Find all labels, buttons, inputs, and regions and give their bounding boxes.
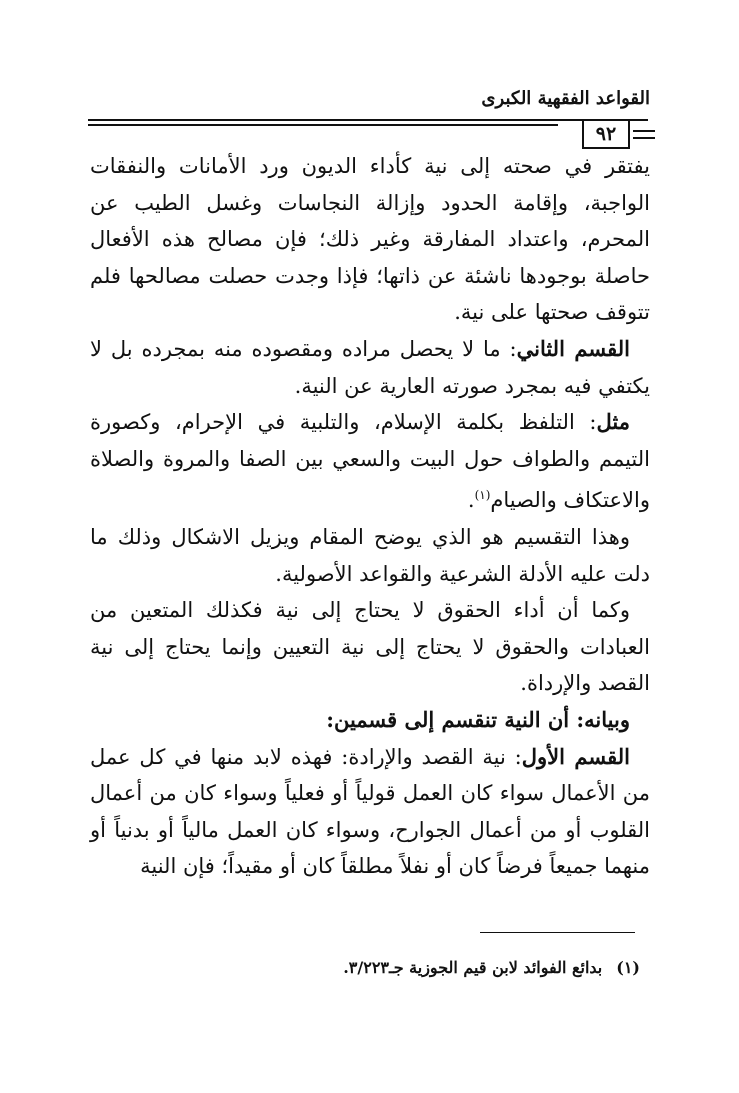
paragraph-5: وكما أن أداء الحقوق لا يحتاج إلى نية فكذلك المتعين من العبادات والحقوق لا يحتاج إلى نية التعيين وإنما يحتاج إلى نية القصد والإرداة.	[90, 598, 650, 696]
paragraph-6: وبيانه: أن النية تنقسم إلى قسمين:	[326, 706, 630, 732]
section-heading-second: القسم الثاني	[516, 335, 630, 361]
running-title: القواعد الفقهية الكبرى	[481, 88, 650, 109]
paragraph-4: وهذا التقسيم هو الذي يوضح المقام ويزيل الاشكال وذلك ما دلت عليه الأدلة الشرعية والقواعد الأصولية.	[90, 524, 650, 586]
header-rule	[88, 119, 648, 121]
page-number: ٩٢	[582, 119, 630, 149]
page-number-dash	[633, 130, 655, 139]
main-text	[90, 148, 650, 885]
footnote-number: (١)	[616, 958, 640, 977]
example-label: مثل	[596, 409, 630, 435]
header-rule-lower	[88, 124, 558, 126]
paragraph-3-text: : التلفظ بكلمة الإسلام، والتلبية في الإحرام، وكصورة التيمم والطواف حول البيت والسعي بين الصفا والمروة والصلاة والاعتكاف والصيام	[90, 410, 650, 513]
paragraph-7-text: : نية القصد والإرادة: فهذه لابد منها في كل عمل من الأعمال سواء كان العمل قولياً أو فعلياً وسواء كان من أعمال القلوب أو من أعمال الجوارح، وسواء كان العمل مالياً أو بدنياً أو منهما جميعاً فرضاً كان أو نفلاً مطلقاً كان أو مقيداً؛ فإن النية	[90, 744, 650, 879]
paragraph-7	[90, 739, 650, 885]
paragraph-3-end: .	[467, 488, 475, 513]
section-heading-first: القسم الأول	[521, 743, 630, 769]
paragraph-3	[90, 404, 650, 519]
footnote-separator	[480, 932, 635, 933]
paragraph-2	[90, 331, 650, 404]
footnote	[260, 958, 640, 977]
paragraph-1: يفتقر في صحته إلى نية كأداء الديون ورد الأمانات والنفقات الواجبة، وإقامة الحدود وإزالة النجاسات وغسل الطيب عن المحرم، واعتداد المفارقة وغير ذلك؛ فإن مصالح هذه الأفعال حاصلة بوجودها ناشئة عن ذاتها؛ فإذا وجدت حصلت مصالحها فلم تتوقف صحتها على نية.	[90, 154, 650, 325]
footnote-text: بدائع الفوائد لابن قيم الجوزية جـ٣/٢٢٣.	[343, 958, 603, 977]
paragraph-2-text: : ما لا يحصل مراده ومقصوده منه بمجرده بل لا يكتفي فيه بمجرد صورته العارية عن النية.	[90, 336, 650, 398]
footnote-reference[interactable]: (١)	[474, 488, 491, 503]
